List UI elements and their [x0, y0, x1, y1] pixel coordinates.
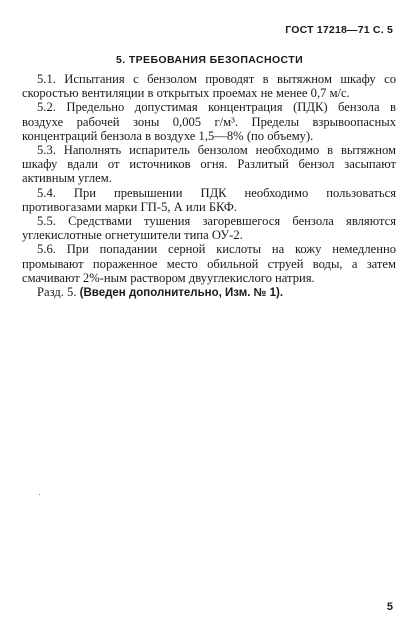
page-number: 5: [386, 601, 393, 613]
amendment-note-lead: Разд. 5.: [37, 285, 77, 300]
page-header: ГОСТ 17218—71 С. 5: [285, 24, 393, 36]
scan-speck: [39, 494, 40, 495]
section-body: [22, 72, 396, 300]
section-title: 5. ТРЕБОВАНИЯ БЕЗОПАСНОСТИ: [115, 54, 304, 66]
amendment-note-bold: (Введен дополнительно, Изм. № 1).: [79, 287, 284, 300]
paragraph-5-1: 5.1. Испытания с бензолом проводят в вытяжном шкафу со скоростью вентиляции в открытых проемах не менее 0,7 м/с.: [22, 72, 396, 101]
paragraph-5-6: 5.6. При попадании серной кислоты на кожу немедленно промывают пораженное место обильной струей воды, а затем смачивают 2%-ным раствором двууглекислого натрия.: [22, 242, 396, 285]
paragraph-5-5: 5.5. Средствами тушения загоревшегося бензола являются углекислотные огнетушители типа ОУ-2.: [22, 214, 396, 243]
amendment-note: [22, 285, 396, 300]
paragraph-5-4: 5.4. При превышении ПДК необходимо пользоваться противогазами марки ГП-5, А или БКФ.: [22, 185, 396, 214]
paragraph-5-2: 5.2. Предельно допустимая концентрация (ПДК) бензола в воздухе рабочей зоны 0,005 г/м³. Пределы взрывоопасных концентраций бензола в воздухе 1,5—8% (по объему).: [22, 100, 396, 143]
paragraph-5-3: 5.3. Наполнять испаритель бензолом необходимо в вытяжном шкафу вдали от источников огня. Разлитый бензол засыпают активным углем.: [22, 143, 396, 186]
